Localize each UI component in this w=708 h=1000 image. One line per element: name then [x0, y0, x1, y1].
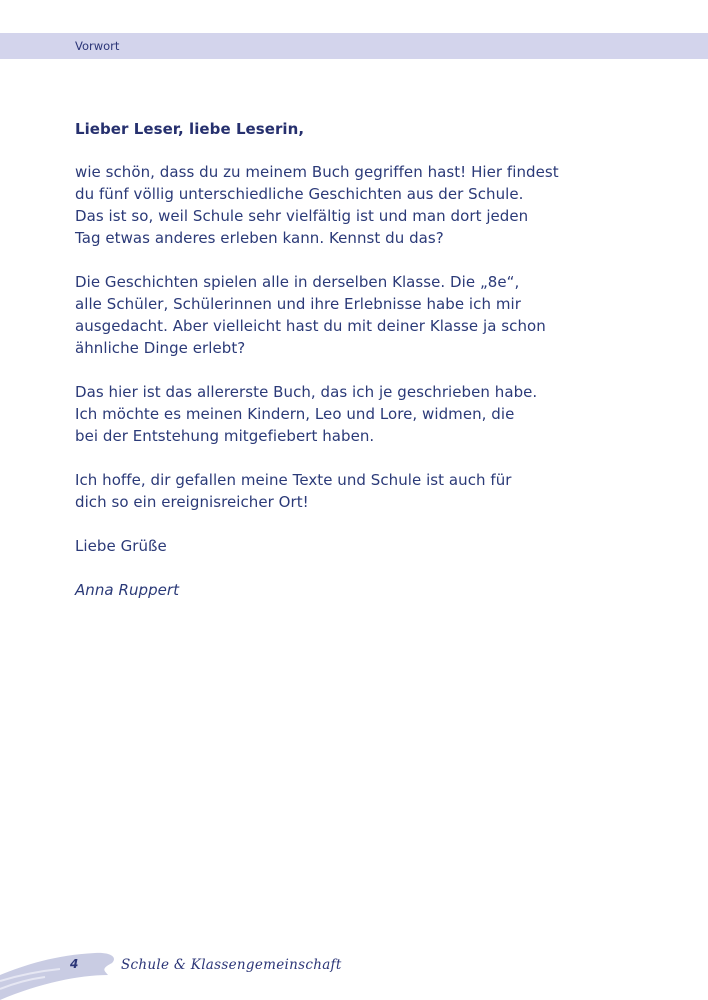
author-signature: Anna Ruppert: [75, 581, 180, 599]
book-title: Schule & Klassengemeinschaft: [121, 957, 342, 973]
text-line: bei der Entstehung mitgefiebert haben.: [75, 427, 375, 445]
foreword-letter: [75, 118, 595, 601]
letter-greeting: Lieber Leser, liebe Leserin,: [75, 120, 305, 138]
text-line: dich so ein ereignisreicher Ort!: [75, 493, 309, 511]
text-line: du fünf völlig unterschiedliche Geschichten aus der Schule.: [75, 185, 524, 203]
section-title: Vorwort: [75, 39, 120, 53]
text-line: Das ist so, weil Schule sehr vielfältig ist und man dort jeden: [75, 207, 529, 225]
text-line: Das hier ist das allererste Buch, das ich je geschrieben habe.: [75, 383, 538, 401]
page-footer: [0, 945, 708, 1000]
text-line: Tag etwas anderes erleben kann. Kennst du das?: [75, 229, 444, 247]
text-line: Die Geschichten spielen alle in derselben Klasse. Die „8e“,: [75, 273, 520, 291]
brush-stroke-decoration-icon: [0, 945, 120, 1000]
letter-paragraph-2: [75, 271, 595, 359]
letter-paragraph-4: [75, 469, 595, 513]
text-line: Ich hoffe, dir gefallen meine Texte und Schule ist auch für: [75, 471, 512, 489]
text-line: wie schön, dass du zu meinem Buch gegriffen hast! Hier findest: [75, 163, 559, 181]
text-line: Ich möchte es meinen Kindern, Leo und Lore, widmen, die: [75, 405, 515, 423]
text-line: ähnliche Dinge erlebt?: [75, 339, 246, 357]
text-line: ausgedacht. Aber vielleicht hast du mit deiner Klasse ja schon: [75, 317, 546, 335]
page-number: 4: [70, 957, 79, 971]
text-line: alle Schüler, Schülerinnen und ihre Erlebnisse habe ich mir: [75, 295, 521, 313]
section-header-bar: [0, 33, 708, 59]
letter-closing: Liebe Grüße: [75, 537, 167, 555]
letter-paragraph-3: [75, 381, 595, 447]
letter-paragraph-1: [75, 161, 595, 249]
